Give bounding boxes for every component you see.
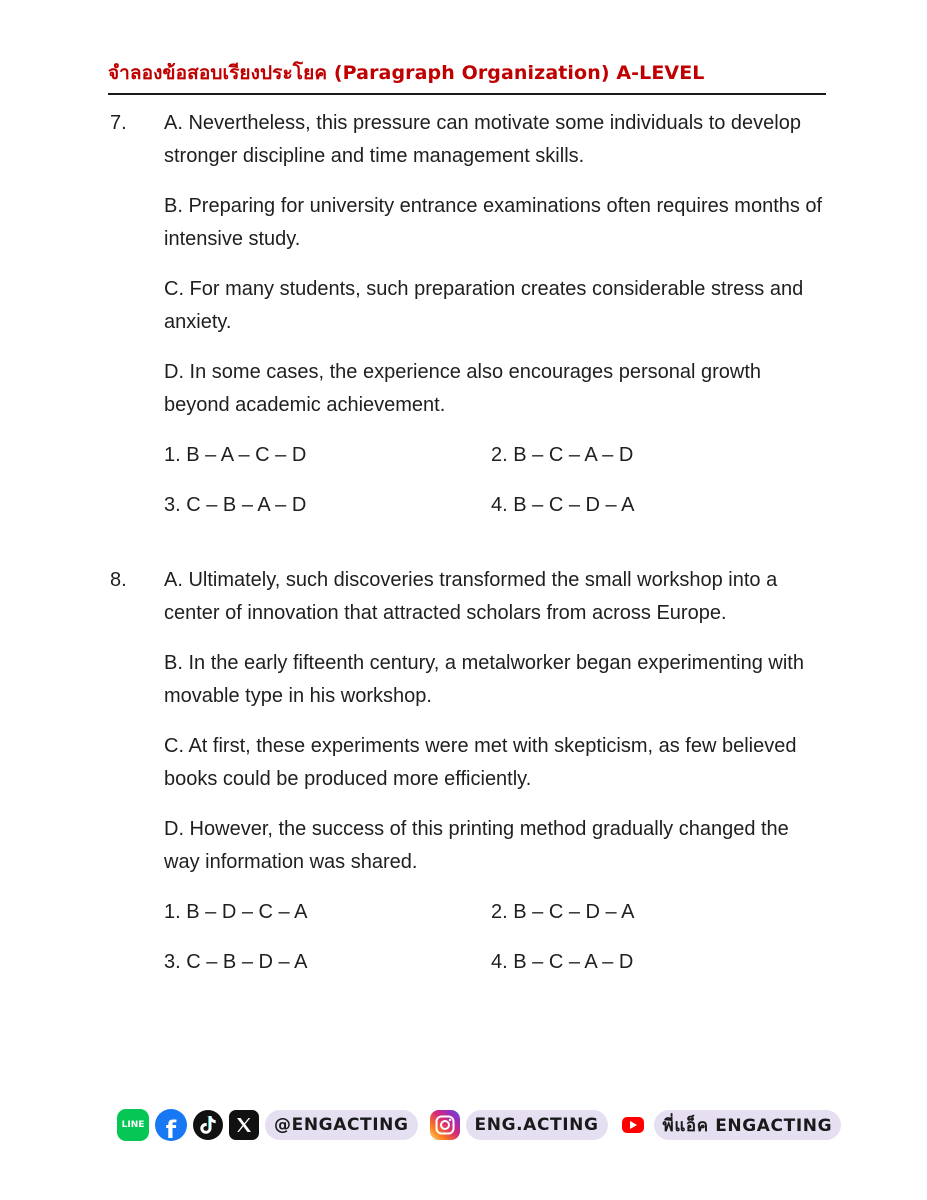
- sentence-b: B. Preparing for university entrance examinations often requires months of intensive study.: [164, 195, 823, 250]
- x-icon[interactable]: [229, 1110, 259, 1140]
- tiktok-icon[interactable]: [193, 1110, 223, 1140]
- youtube-handle-pill[interactable]: พี่แอ็ค ENGACTING: [654, 1110, 842, 1140]
- option-2: 2. B – C – D – A: [491, 901, 635, 923]
- question-number: 8.: [110, 569, 127, 591]
- page-title: จำลองข้อสอบเรียงประโยค (Paragraph Organization) A-LEVEL: [108, 62, 705, 84]
- option-2: 2. B – C – A – D: [491, 444, 634, 466]
- question-body: [164, 107, 826, 539]
- sentence-c: C. For many students, such preparation creates considerable stress and anxiety.: [164, 278, 804, 333]
- instagram-handle-pill[interactable]: ENG.ACTING: [466, 1110, 608, 1140]
- option-4: 4. B – C – D – A: [491, 494, 635, 516]
- option-1: 1. B – D – C – A: [164, 901, 308, 923]
- social-footer: [117, 1107, 841, 1143]
- sentence-b: B. In the early fifteenth century, a metalworker began experimenting with movable type in his workshop.: [164, 652, 804, 707]
- youtube-icon[interactable]: [622, 1117, 644, 1133]
- sentence-d: D. However, the success of this printing method gradually changed the way information was shared.: [164, 818, 789, 873]
- option-4: 4. B – C – A – D: [491, 951, 634, 973]
- question-body: [164, 564, 826, 996]
- sentence-a: A. Ultimately, such discoveries transformed the small workshop into a center of innovation that attracted scholars from across Europe.: [164, 569, 778, 624]
- sentence-c: C. At first, these experiments were met with skepticism, as few believed books could be produced more efficiently.: [164, 735, 797, 790]
- instagram-icon[interactable]: [430, 1110, 460, 1140]
- option-3: 3. C – B – D – A: [164, 951, 308, 973]
- answer-options: [164, 439, 826, 539]
- line-icon[interactable]: [117, 1109, 149, 1141]
- line-icon-text: LINE: [121, 1120, 145, 1130]
- answer-options: [164, 896, 826, 996]
- option-3: 3. C – B – A – D: [164, 494, 307, 516]
- facebook-icon[interactable]: f: [155, 1109, 187, 1141]
- question-number: 7.: [110, 112, 127, 134]
- handle-pill[interactable]: @ENGACTING: [265, 1110, 418, 1140]
- sentence-d: D. In some cases, the experience also encourages personal growth beyond academic achievement.: [164, 361, 762, 416]
- sentence-a: A. Nevertheless, this pressure can motivate some individuals to develop stronger discipline and time management skills.: [164, 112, 801, 167]
- page-header: [108, 58, 826, 95]
- option-1: 1. B – A – C – D: [164, 444, 307, 466]
